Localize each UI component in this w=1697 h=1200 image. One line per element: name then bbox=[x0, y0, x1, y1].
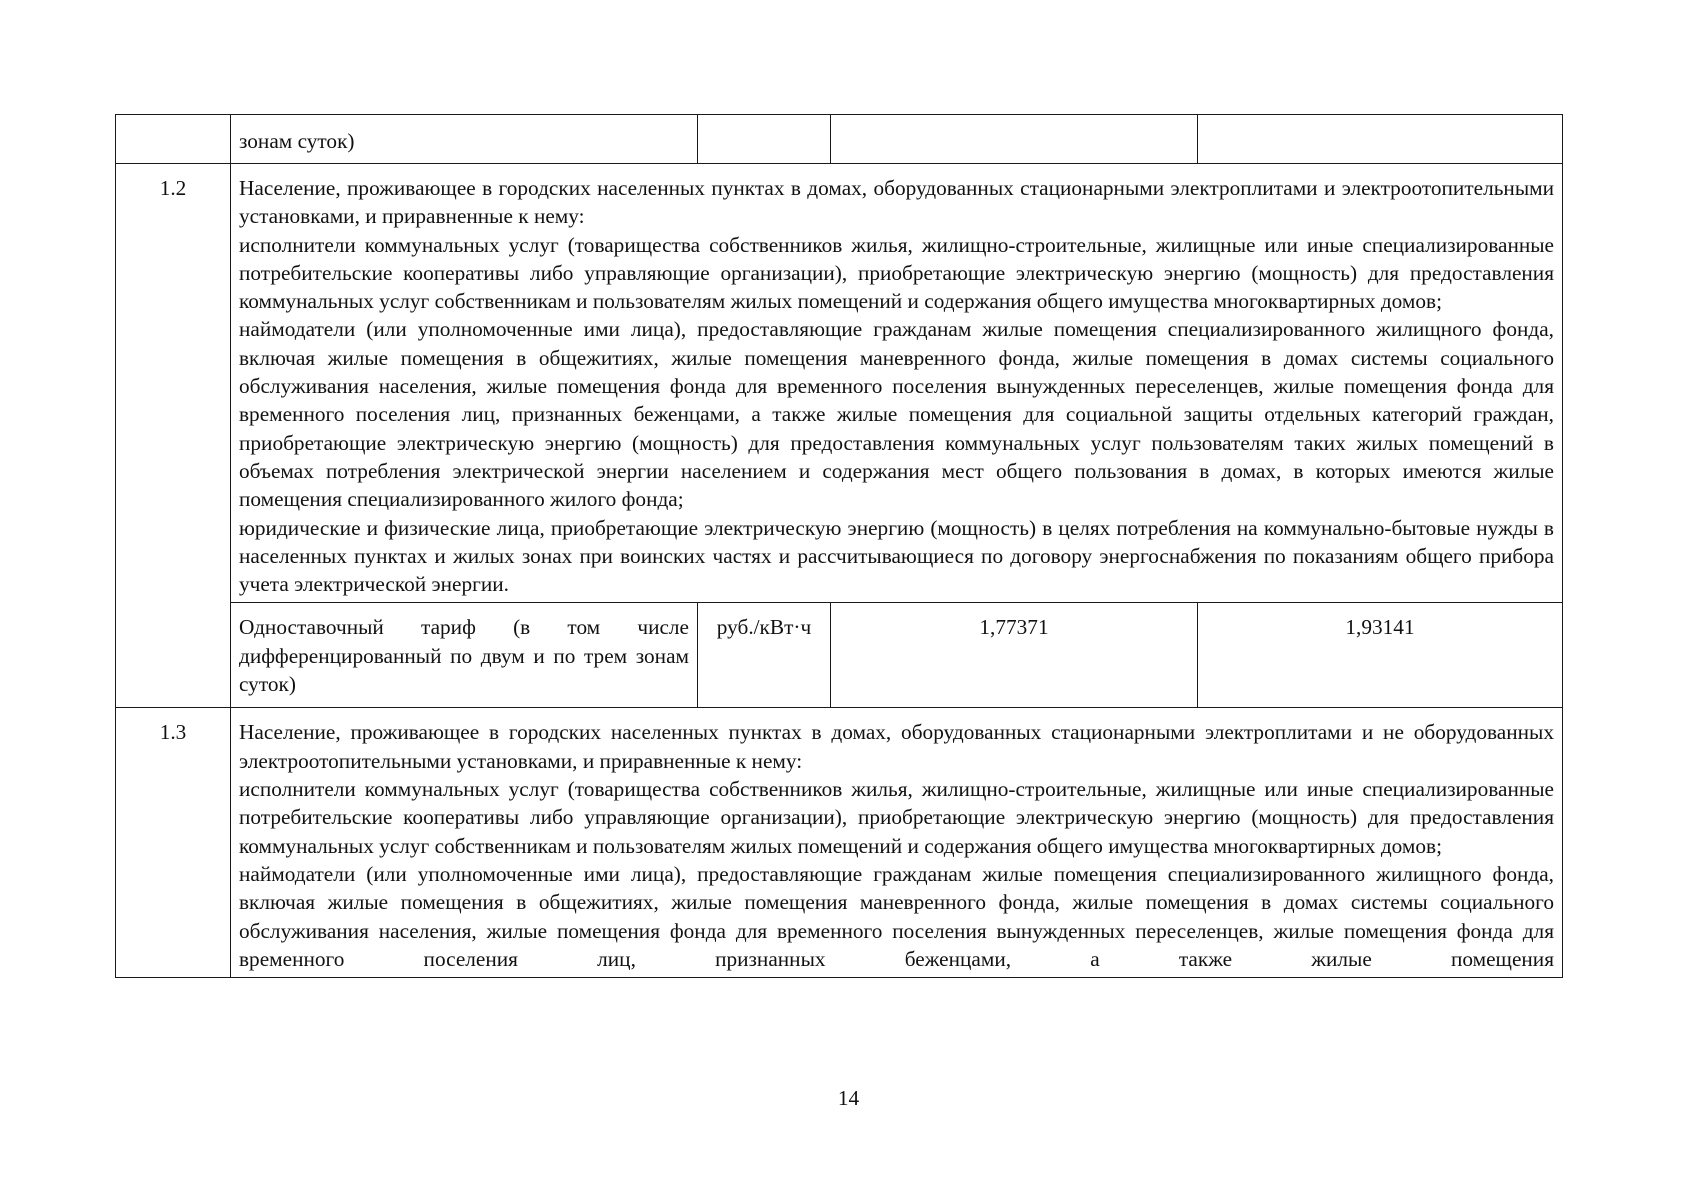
section-description-cell bbox=[231, 708, 1563, 978]
unit-cell bbox=[698, 603, 831, 708]
value-cell-1 bbox=[831, 115, 1198, 164]
section-paragraph: юридические и физические лица, приобретающие электрическую энергию (мощность) в целях потребления на коммунально-бытовые нужды в населенных пунктах и жилых зонах при воинских частях и рассчитывающиеся по договору энергоснабжения по показаниям общего прибора учета электрической энергии. bbox=[239, 515, 1554, 597]
table-row-section-1-3 bbox=[116, 708, 1563, 978]
row-number-cell bbox=[116, 115, 231, 164]
table-row-section-1-2 bbox=[116, 164, 1563, 603]
unit-text: руб./кВт·ч bbox=[716, 615, 812, 640]
section-paragraph: Население, проживающее в городских населенных пунктах в домах, оборудованных стационарными электроплитами и не оборудованных электроотопительными установками, и приравненные к нему: bbox=[239, 720, 1554, 773]
row-number-cell bbox=[116, 708, 231, 978]
row-number: 1.2 bbox=[159, 176, 187, 200]
rate-name-cell bbox=[231, 115, 698, 164]
section-paragraph: исполнители коммунальных услуг (товарищества собственников жилья, жилищно-строительные, жилищные или иные специализированные потребительские кооперативы либо управляющие организации), приобретающие электрическую энергию (мощность) для предоставления коммунальных услуг собственникам и пользователям жилых помещений и содержания общего имущества многоквартирных домов; bbox=[239, 777, 1554, 858]
value-cell-1 bbox=[831, 603, 1198, 708]
page-number: 14 bbox=[837, 1086, 860, 1110]
unit-cell bbox=[698, 115, 831, 164]
section-paragraph: исполнители коммунальных услуг (товарищества собственников жилья, жилищно-строительные, жилищные или иные специализированные потребительские кооперативы либо управляющие организации), приобретающие электрическую энергию (мощность) для предоставления коммунальных услуг собственникам и пользователям жилых помещений и содержания общего имущества многоквартирных домов; bbox=[239, 232, 1554, 314]
tariff-value-2: 1,93141 bbox=[1345, 615, 1415, 640]
rate-name-cell bbox=[231, 603, 698, 708]
rate-name-text: зонам суток) bbox=[239, 129, 355, 153]
tariff-value-1: 1,77371 bbox=[979, 615, 1049, 640]
row-number: 1.3 bbox=[159, 720, 187, 745]
table-row-rate-1-2 bbox=[116, 603, 1563, 708]
value-cell-2 bbox=[1198, 115, 1563, 164]
section-paragraph: Население, проживающее в городских населенных пунктах в домах, оборудованных стационарными электроплитами и электроотопительными установками, и приравненные к нему: bbox=[239, 176, 1554, 229]
section-description-cell bbox=[231, 164, 1563, 603]
row-number-cell bbox=[116, 164, 231, 708]
table-row-1-1-tail bbox=[116, 115, 1563, 164]
section-paragraph: наймодатели (или уполномоченные ими лица), предоставляющие гражданам жилые помещения специализированного жилищного фонда, включая жилые помещения в общежитиях, жилые помещения маневренного фонда, жилые помещения в домах системы социального обслуживания населения, жилые помещения фонда для временного поселения вынужденных переселенцев, жилые помещения фонда для временного поселения лиц, признанных беженцами, а также жилые помещения bbox=[239, 861, 1554, 971]
rate-name-text: Одноставочный тариф (в том числе дифференцированный по двум и по трем зонам суток) bbox=[239, 615, 689, 697]
value-cell-2 bbox=[1198, 603, 1563, 708]
section-paragraph: наймодатели (или уполномоченные ими лица), предоставляющие гражданам жилые помещения специализированного жилищного фонда, включая жилые помещения в общежитиях, жилые помещения маневренного фонда, жилые помещения в домах системы социального обслуживания населения, жилые помещения фонда для временного поселения вынужденных переселенцев, жилые помещения фонда для временного поселения лиц, признанных беженцами, а также жилые помещения для социальной защиты отдельных категорий граждан, приобретающие электрическую энергию (мощность) для предоставления коммунальных услуг пользователям таких жилых помещений в объемах потребления электрической энергии населением и содержания мест общего пользования в домах, в которых имеются жилые помещения специализированного жилого фонда; bbox=[239, 317, 1554, 512]
tariff-table bbox=[115, 114, 1563, 978]
